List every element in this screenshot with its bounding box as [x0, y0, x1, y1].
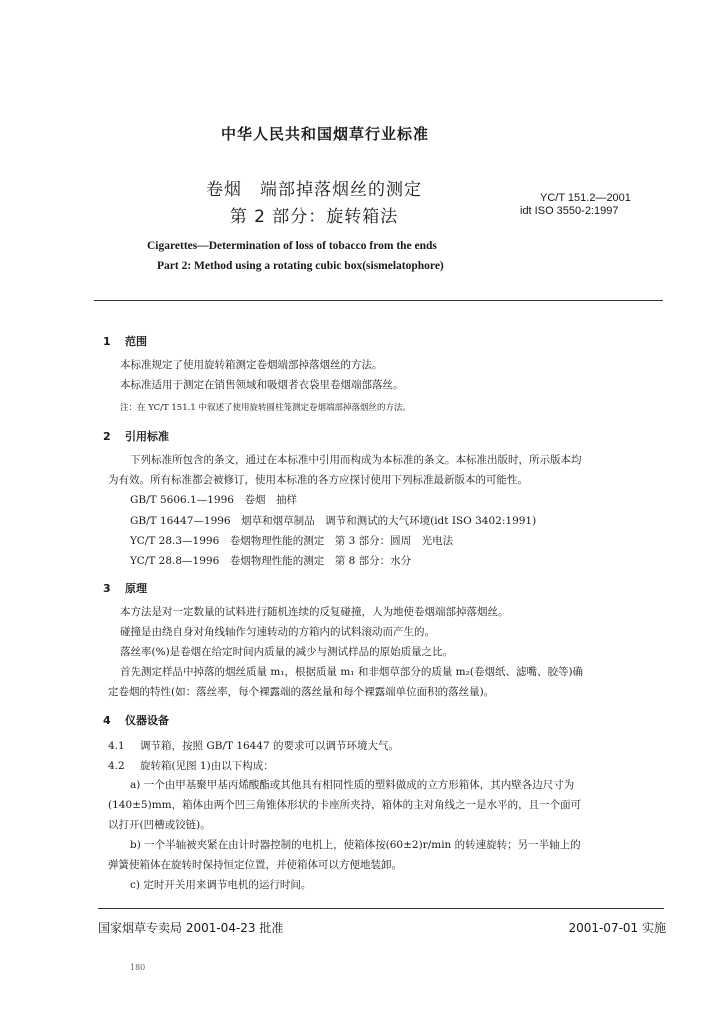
section-title: 仪器设备 — [125, 714, 169, 727]
approval-info: 国家烟草专卖局 2001-04-23 批准 — [98, 921, 284, 935]
paragraph: 下列标准所包含的条文，通过在本标准中引用而构成为本标准的条文。本标准出版时，所示版本均 — [130, 454, 582, 466]
document-title-line-2: 第 2 部分：旋转箱法 — [229, 207, 399, 227]
clause-text: 调节箱，按照 GB/T 16447 的要求可以调节环境大气。 — [140, 740, 400, 752]
clause-number: 4.2 — [108, 760, 125, 772]
section-1-heading — [103, 333, 147, 349]
section-2-heading — [103, 428, 169, 444]
reference-item: YC/T 28.3—1996 卷烟物理性能的测定 第 3 部分：圆周 光电法 — [130, 535, 454, 547]
iso-equivalence: idt ISO 3550-2:1997 — [520, 205, 619, 217]
implementation-date: 2001-07-01 实施 — [568, 921, 666, 935]
paragraph: b) 一个半轴被夹紧在由计时器控制的电机上，使箱体按(60±2)r/min 的转速旋转；另一半轴上的 — [130, 839, 581, 851]
paragraph: 定卷烟的特性(如：落丝率，每个裸露端的落丝量和每个裸露端单位面积的落丝量)。 — [108, 686, 495, 698]
reference-item: GB/T 16447—1996 烟草和烟草制品 调节和测试的大气环境(idt ISO 3402:1991) — [130, 515, 537, 527]
section-title: 引用标准 — [125, 430, 169, 443]
section-number: 3 — [103, 582, 111, 595]
paragraph: 首先测定样品中掉落的烟丝质量 m₁，根据质量 m₁ 和非烟草部分的质量 m₂(卷烟纸、滤嘴、胶等)确 — [120, 666, 584, 678]
section-4-heading — [103, 712, 169, 728]
paragraph: 本标准规定了使用旋转箱测定卷烟端部掉落烟丝的方法。 — [120, 359, 383, 371]
paragraph: 本标准适用于测定在销售领域和吸烟者衣袋里卷烟端部落丝。 — [120, 379, 404, 391]
section-number: 1 — [103, 335, 111, 348]
paragraph: 落丝率(%)是卷烟在给定时间内质量的减少与测试样品的原始质量之比。 — [120, 646, 454, 658]
reference-item: YC/T 28.8—1996 卷烟物理性能的测定 第 8 部分：水分 — [130, 555, 412, 567]
note: 注：在 YC/T 151.1 中叙述了使用旋转圆柱笼测定卷烟端部掉落烟丝的方法。 — [120, 403, 411, 413]
english-title-line-2: Part 2: Method using a rotating cubic box(sismelatophore) — [157, 260, 444, 272]
section-number: 2 — [103, 430, 111, 443]
page-number: 180 — [130, 963, 146, 972]
section-title: 范围 — [125, 335, 147, 348]
header-divider — [94, 300, 663, 301]
clause-number: 4.1 — [108, 740, 125, 752]
paragraph: 弹簧使箱体在旋转时保持恒定位置，并使箱体可以方便地装卸。 — [108, 859, 402, 871]
clause-text: 旋转箱(见图 1)由以下构成： — [140, 760, 274, 772]
footer-divider — [98, 908, 664, 909]
reference-item: GB/T 5606.1—1996 卷烟 抽样 — [130, 494, 297, 506]
english-title-line-1: Cigarettes—Determination of loss of tobacco from the ends — [147, 240, 437, 252]
paragraph: c) 定时开关用来调节电机的运行时间。 — [130, 879, 312, 891]
paragraph: 为有效。所有标准都会被修订，使用本标准的各方应探讨使用下列标准最新版本的可能性。 — [108, 474, 528, 486]
paragraph: a) 一个由甲基聚甲基丙烯酸酯或其他具有相同性质的塑料做成的立方形箱体，其内壁各边尺寸为 — [130, 779, 575, 791]
standard-code: YC/T 151.2—2001 — [540, 192, 631, 204]
standard-title: 中华人民共和国烟草行业标准 — [220, 125, 429, 143]
paragraph: 本方法是对一定数量的试料进行随机连续的反复碰撞，人为地使卷烟端部掉落烟丝。 — [120, 606, 509, 618]
paragraph: (140±5)mm，箱体由两个凹三角锥体形状的卡座所夹持，箱体的主对角线之一是水平的，且一个面可 — [108, 799, 582, 811]
section-3-heading — [103, 580, 147, 596]
section-title: 原理 — [125, 582, 147, 595]
paragraph: 以打开(凹槽或铰链)。 — [108, 819, 211, 831]
clause-4-2 — [108, 761, 274, 772]
document-title-line-1: 卷烟 端部掉落烟丝的测定 — [206, 180, 422, 200]
section-number: 4 — [103, 714, 111, 727]
clause-4-1 — [108, 741, 399, 752]
paragraph: 碰撞是由绕自身对角线轴作匀速转动的方箱内的试料滚动而产生的。 — [120, 626, 435, 638]
